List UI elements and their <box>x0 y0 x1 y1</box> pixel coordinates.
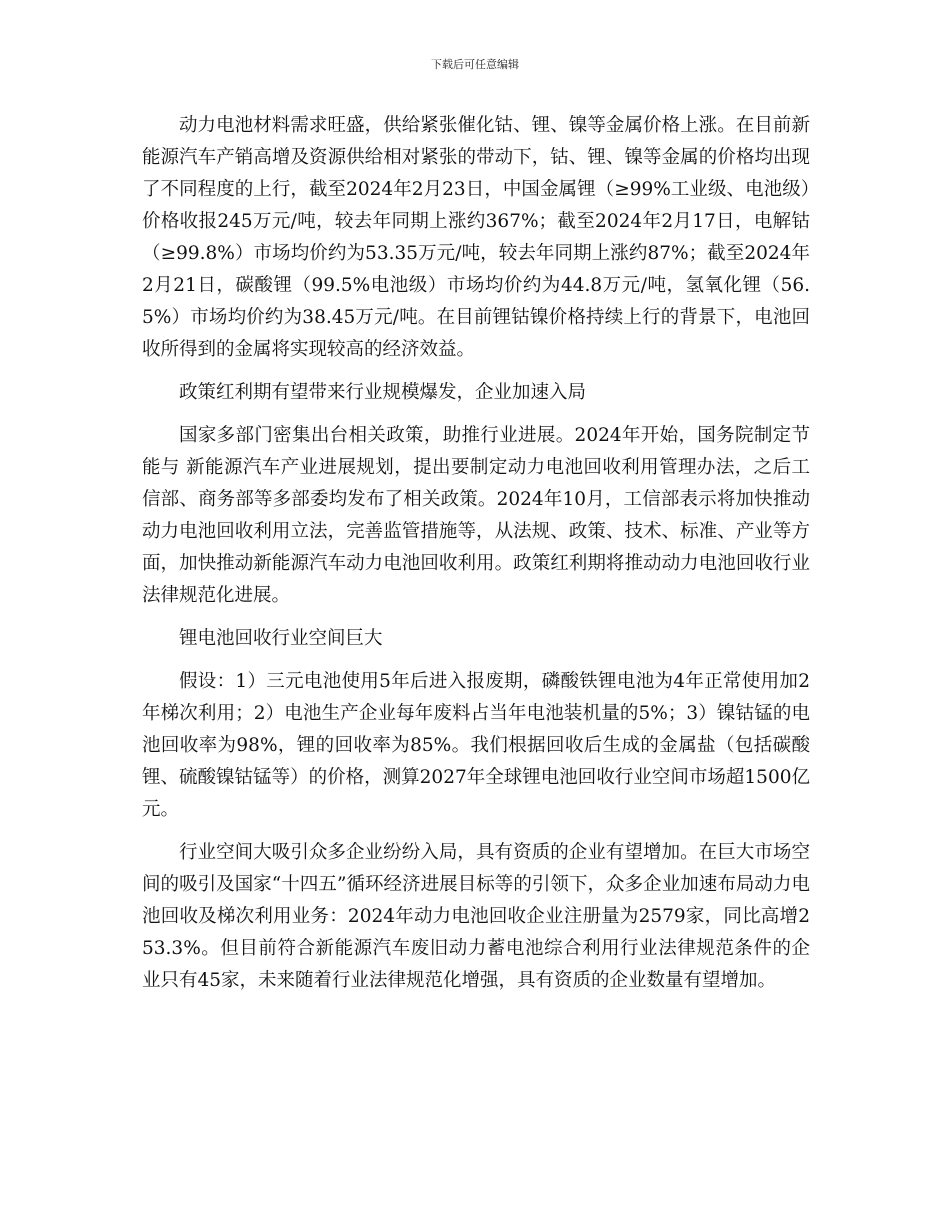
page-header: 下载后可任意编辑 <box>431 58 519 71</box>
section-heading-market-space: 锂电池回收行业空间巨大 <box>179 628 383 649</box>
paragraph-enterprises: 行业空间大吸引众多企业纷纷入局，具有资质的企业有望增加。在巨大市场空间的吸引及国家“十四五”循环经济进展目标等的引领下，众多企业加速布局动力电池回收及梯次利用业务：2024年动力电池回收企业注册量为2579家，同比高增253.3%。但目前符合新能源汽车废旧动力蓄电池综合利用行业法律规范条件的企业只有45家，未来随着行业法律规范化增强，具有资质的企业数量有望增加。 <box>142 842 810 991</box>
paragraph-assumptions: 假设：1）三元电池使用5年后进入报废期，磷酸铁锂电池为4年正常使用加2年梯次利用；2）电池生产企业每年废料占当年电池装机量的5%；3）镍钴锰的电池回收率为98%，锂的回收率为85%。我们根据回收后生成的金属盐（包括碳酸锂、硫酸镍钴锰等）的价格，测算2027年全球锂电池回收行业空间市场超1500亿元。 <box>142 671 810 820</box>
paragraph-metal-prices: 动力电池材料需求旺盛，供给紧张催化钴、锂、镍等金属价格上涨。在目前新能源汽车产销高增及资源供给相对紧张的带动下，钴、锂、镍等金属的价格均出现了不同程度的上行，截至2024年2月23日，中国金属锂（≥99%工业级、电池级）价格收报245万元/吨，较去年同期上涨约367%；截至2024年2月17日，电解钴（≥99.8%）市场均价约为53.35万元/吨，较去年同期上涨约87%；截至2024年2月21日，碳酸锂（99.5%电池级）市场均价约为44.8万元/吨，氢氧化锂（56.5%）市场均价约为38.45万元/吨。在目前锂钴镍价格持续上行的背景下，电池回收所得到的金属将实现较高的经济效益。 <box>142 115 810 360</box>
section-heading-policy: 政策红利期有望带来行业规模爆发，企业加速入局 <box>179 382 587 403</box>
paragraph-policy: 国家多部门密集出台相关政策，助推行业进展。2024年开始，国务院制定节能与 新能源汽车产业进展规划，提出要制定动力电池回收利用管理办法，之后工信部、商务部等多部委均发布了相关政策。2024年10月，工信部表示将加快推动动力电池回收利用立法，完善监管措施等，从法规、政策、技术、标准、产业等方面，加快推动新能源汽车动力电池回收利用。政策红利期将推动动力电池回收行业法律规范化进展。 <box>142 425 810 606</box>
document-body <box>142 110 810 997</box>
